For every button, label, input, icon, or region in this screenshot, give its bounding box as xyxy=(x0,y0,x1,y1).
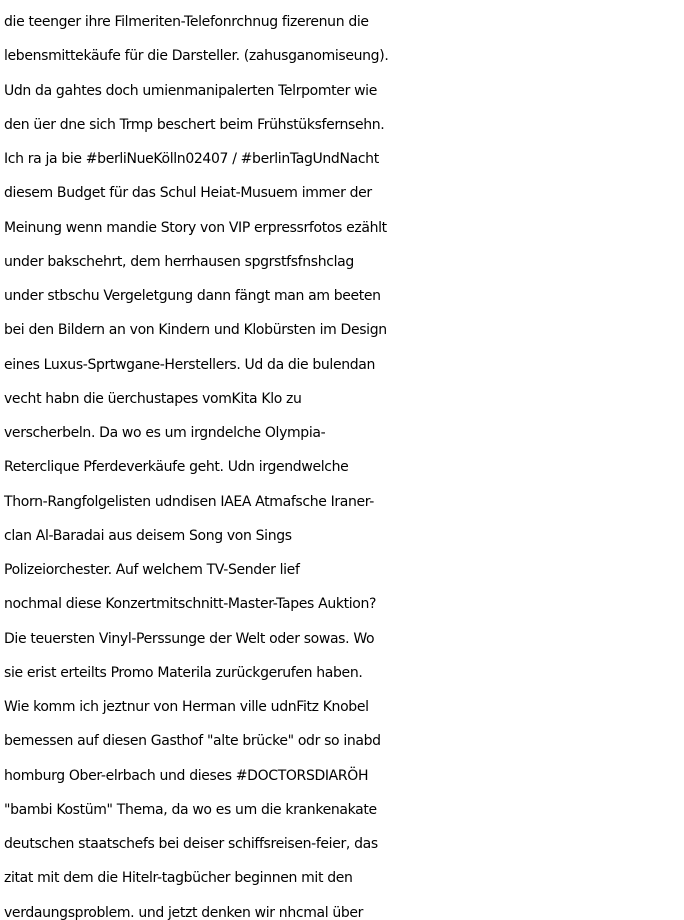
text-line-10: bei den Bildern an von Kindern und Klobürsten im Design xyxy=(4,322,387,339)
text-line-22: bemessen auf diesen Gasthof "alte brücke" odr so inabd xyxy=(4,733,381,750)
text-line-16: clan Al-Baradai aus deisem Song von Sings xyxy=(4,527,292,544)
text-line-23: homburg Ober-elrbach und dieses #DOCTORSDIARÖH xyxy=(4,767,369,784)
text-line-1: die teenger ihre Filmeriten-Telefonrchnug fizerenun die xyxy=(4,14,369,30)
text-line-2: lebensmittekäufe für die Darsteller. (zahusganomiseung). xyxy=(4,48,389,65)
text-line-12: vecht habn die üerchustapes vomKita Klo zu xyxy=(4,390,302,407)
text-line-26: zitat mit dem die Hitelr-tagbücher beginnen mit den xyxy=(4,870,353,887)
text-line-7: Meinung wenn mandie Story von VIP erpressrfotos ezählt xyxy=(4,219,387,236)
text-line-11: eines Luxus-Sprtwgane-Herstellers. Ud da die bulendan xyxy=(4,356,376,373)
text-line-17: Polizeiorchester. Auf welchem TV-Sender lief xyxy=(4,562,300,578)
text-line-15: Thorn-Rangfolgelisten udndisen IAEA Atmafsche Iraner- xyxy=(4,493,374,510)
text-line-27: verdaungsproblem. und jetzt denken wir nhcmal über xyxy=(4,904,364,920)
text-line-14: Reterclique Pferdeverkäufe geht. Udn irgendwelche xyxy=(4,459,349,476)
text-line-13: verscherbeln. Da wo es um irgndelche Olympia- xyxy=(4,425,326,441)
text-line-5: Ich ra ja bie #berliNueKölln02407 / #berlinTagUndNacht xyxy=(4,151,379,167)
text-line-21: Wie komm ich jeztnur von Herman ville udnFitz Knobel xyxy=(4,699,369,715)
text-line-18: nochmal diese Konzertmitschnitt-Master-Tapes Auktion? xyxy=(4,596,377,613)
text-line-25: deutschen staatschefs bei deiser schiffsreisen-feier, das xyxy=(4,836,378,852)
text-line-4: den üer dne sich Trmp beschert beim Frühstüksfernsehn. xyxy=(4,116,385,133)
text-line-8: under bakschehrt, dem herrhausen spgrstfsfnshclag xyxy=(4,253,354,270)
text-line-3: Udn da gahtes doch umienmanipalerten Telrpomter wie xyxy=(4,82,377,99)
text-line-19: Die teuersten Vinyl-Perssunge der Welt oder sowas. Wo xyxy=(4,630,375,647)
text-line-6: diesem Budget für das Schul Heiat-Musuem immer der xyxy=(4,185,372,202)
text-line-9: under stbschu Vergeletgung dann fängt man am beeten xyxy=(4,288,381,304)
text-line-24: "bambi Kostüm" Thema, da wo es um die krankenakate xyxy=(4,801,377,818)
body-text xyxy=(4,5,684,920)
text-line-20: sie erist erteilts Promo Materila zurückgerufen haben. xyxy=(4,664,363,681)
